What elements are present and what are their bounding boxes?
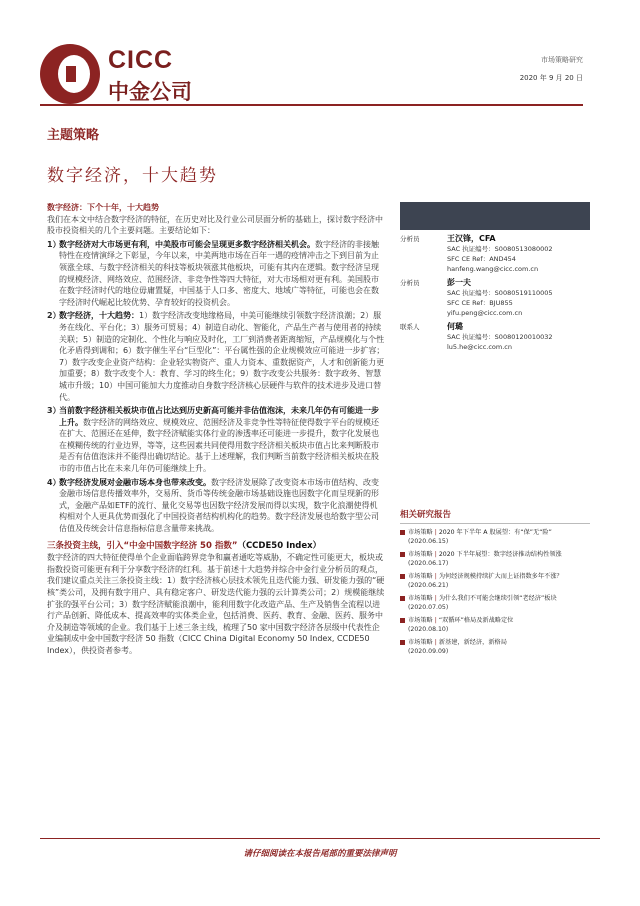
point-heading: 当前数字经济相关板块市值占比达到历史新高可能并非估值泡沫，未来几年仍有可能进一步上升。: [59, 406, 379, 427]
analyst-entry: [400, 322, 590, 352]
analyst-entry: [400, 234, 590, 274]
analyst-sac: SAC 执证编号：S0080120010032: [447, 333, 553, 341]
summary-column: [47, 202, 385, 657]
analyst-sac: SAC 执证编号：S0080519110005: [447, 289, 553, 297]
related-research-title: 相关研究报告: [400, 508, 590, 524]
point-text: 数字经济的网络效应、规模效应、范围经济及非竞争性等特征使得数字平台的规模还在扩大、范围还在延伸，数字经济赋能实体行业的渗透率还可能进一步提升，数字化发展也在模糊传统的行业边界，等等，这些因素共同使得用数字经济相关板块市值占比来判断股市是否有估值泡沫并不能得出确切结论。基于上述理解，我们判断当前数字经济相关板块在股市的市值占比在未来几年仍可能继续上升。: [59, 417, 379, 474]
key-point: [47, 477, 385, 535]
analyst-sfc: SFC CE Ref：BJU855: [447, 299, 513, 307]
point-heading: 数字经济，十大趋势：: [59, 311, 139, 321]
analyst-name: 何璐: [447, 322, 463, 331]
analyst-role: 分析员: [400, 279, 420, 287]
analyst-sfc: SFC CE Ref：AND454: [447, 255, 516, 263]
investment-lines-heading: 三条投资主线，引入“中金中国数字经济 50 指数”（CCDE50 Index）: [47, 540, 322, 551]
analyst-name: 王汉锋，CFA: [447, 234, 496, 243]
legal-disclaimer: 请仔细阅读在本报告尾部的重要法律声明: [243, 849, 397, 859]
analyst-entry: [400, 278, 590, 318]
summary-intro: 我们在本文中结合数字经济的特征，在历史对比及行业公司层面分析的基础上，探讨数字经济中股市投资相关的几个主要问题。主要结论如下：: [47, 214, 383, 236]
bullet-icon: [400, 638, 408, 656]
analyst-sac: SAC 执证编号：S0080513080002: [447, 245, 553, 253]
bullet-icon: [400, 528, 408, 546]
analyst-panel-bar: [400, 202, 590, 230]
analyst-email[interactable]: hanfeng.wang@cicc.com.cn: [447, 265, 539, 273]
report-title: 数字经济，十大趋势: [47, 166, 218, 186]
summary-heading: 数字经济：下个十年，十大趋势: [47, 203, 159, 212]
logo-text-cn: 中金公司: [108, 80, 192, 104]
related-report-link[interactable]: 市场策略 | 新基建，新经济，新格局 (2020.09.09): [400, 638, 590, 656]
related-report-link[interactable]: 市场策略 | “双循环”格局及新战略定位 (2020.08.10): [400, 616, 590, 634]
point-number: 4）: [47, 477, 61, 487]
related-report-link[interactable]: 市场策略 | 为何经济规模持续扩大而上证指数多年不涨？ (2020.06.21): [400, 572, 590, 590]
analyst-panel: [400, 202, 590, 352]
related-report-link[interactable]: 市场策略 | 为什么我们不可能会继续引领“老经济”板块 (2020.07.05): [400, 594, 590, 612]
analyst-role: 联系人: [400, 323, 420, 331]
point-text: 1）数字经济改变地缘格局，中美可能继续引领数字经济浪潮；2）服务在线化、平台化；3）服务可贸易；4）制造自动化、智能化，产品生产者与使用者的持续关联；5）制造的定制化、个性化与响应及时化，工厂到消费者距离缩短，产品规模化与个性化矛盾得到调和；6）数字催生平台“巨型化”：平台属性强的企业规模效应可能进一步扩容；7）数字改变企业资产结构：企业轻实物资产、重人力资本、重数据资产，人才和创新能力更加重要；8）数字改变个人：教育、学习的终生化；9）数字改变公共服务：数字政务、智慧城市升级；10）中国可能加大力度推动自身数字经济核心层硬件与软件的技术进步及进口替代。: [59, 311, 385, 402]
point-number: 3）: [47, 406, 61, 416]
point-number: 1）: [47, 239, 61, 249]
section-label: 主题策略: [47, 128, 100, 143]
related-report-link[interactable]: 市场策略 | 2020 年下半年 A 股展望：有“保”无“险” (2020.06.15): [400, 528, 590, 546]
point-number: 2）: [47, 311, 61, 321]
logo-text-en: CICC: [108, 46, 174, 74]
point-text: 数字经济的非接触特性在疫情演绎之下彰显，今年以来，中美两地市场在百年一遇的疫情冲击之下到目前为止领涨全球、与数字经济相关的科技等板块领涨其他板块，可能有其内在逻辑。数字经济呈现的规模经济、网络效应、范围经济、非竞争性等四大特征，对大市场相对更有利。美国股市在数字经济时代的地位毋庸置疑，中国基于人口多、密度大、地域广等特征，可能也会在数字经济时代崛起比较优势、孕育较好的投资机会。: [59, 239, 379, 307]
point-heading: 数字经济发展对金融市场本身也带来改变。: [59, 477, 211, 487]
analyst-email[interactable]: lu5.he@cicc.com.cn: [447, 343, 512, 351]
key-point: [47, 310, 385, 403]
key-point: [47, 239, 385, 309]
bullet-icon: [400, 572, 408, 590]
key-point: [47, 405, 385, 475]
related-research: [400, 508, 590, 656]
header-divider: [40, 104, 583, 106]
bullet-icon: [400, 550, 408, 568]
point-text: 数字经济发展除了改变资本市场市值结构、改变金融市场信息传播效率外，交易所、货币等传统金融市场基础设施也因数字化而呈现新的形式，金融产品如ETF的流行、量化交易等也因数字经济发展而得以实现，数字化浪潮使得机构相对个人更具优势而强化了中国投资者结构机构化的趋势。数字经济发展也给数字型公司估值及传统会计信息指标信息含量带来挑战。: [59, 477, 379, 534]
analyst-email[interactable]: yifu.peng@cicc.com.cn: [447, 309, 523, 317]
footer-divider: [40, 838, 600, 839]
bullet-icon: [400, 594, 408, 612]
analyst-name: 彭一夫: [447, 278, 471, 287]
bullet-icon: [400, 616, 408, 634]
related-report-link[interactable]: 市场策略 | 2020 下半年展望：数字经济推动结构性领涨 (2020.06.17): [400, 550, 590, 568]
cicc-logo: [40, 42, 200, 104]
point-heading: 数字经济对大市场更有利，中美股市可能会呈现更多数字经济相关机会。: [59, 239, 315, 249]
report-type: 市场策略研究: [541, 56, 583, 64]
report-date: 2020 年 9 月 20 日: [519, 74, 583, 82]
investment-lines-text: 数字经济的四大特征使得单个企业面临跨界竞争和赢者通吃等威胁，不确定性可能更大，板块或指数投资可能更有利于分享数字经济的红利。基于前述十大趋势并综合中金行业分析员的观点，我们建议重点关注三条投资主线：1）数字经济核心层技术领先且迭代能力强、研发能力强的“硬核”类公司，及拥有数字用户、具有稳定客户、研发迭代能力强的云计算类公司；2）规模能继续扩张的强平台公司；3）数字经济赋能浪潮中，能利用数字化改造产品、生产及销售全流程以进行产品创新、降低成本、提高效率的实体类企业，包括消费、医药、教育、金融、医药、服务中介及制造等领域的企业。我们基于上述三条主线，梳理了50 家中国数字经济各层级中代表性企业编制成中金中国数字经济 50 指数（CICC China Digital Economy 50 Index, CCDE50 Index），供投资者参考。: [47, 553, 385, 655]
cicc-logo-icon: [40, 44, 100, 104]
analyst-role: 分析员: [400, 235, 420, 243]
